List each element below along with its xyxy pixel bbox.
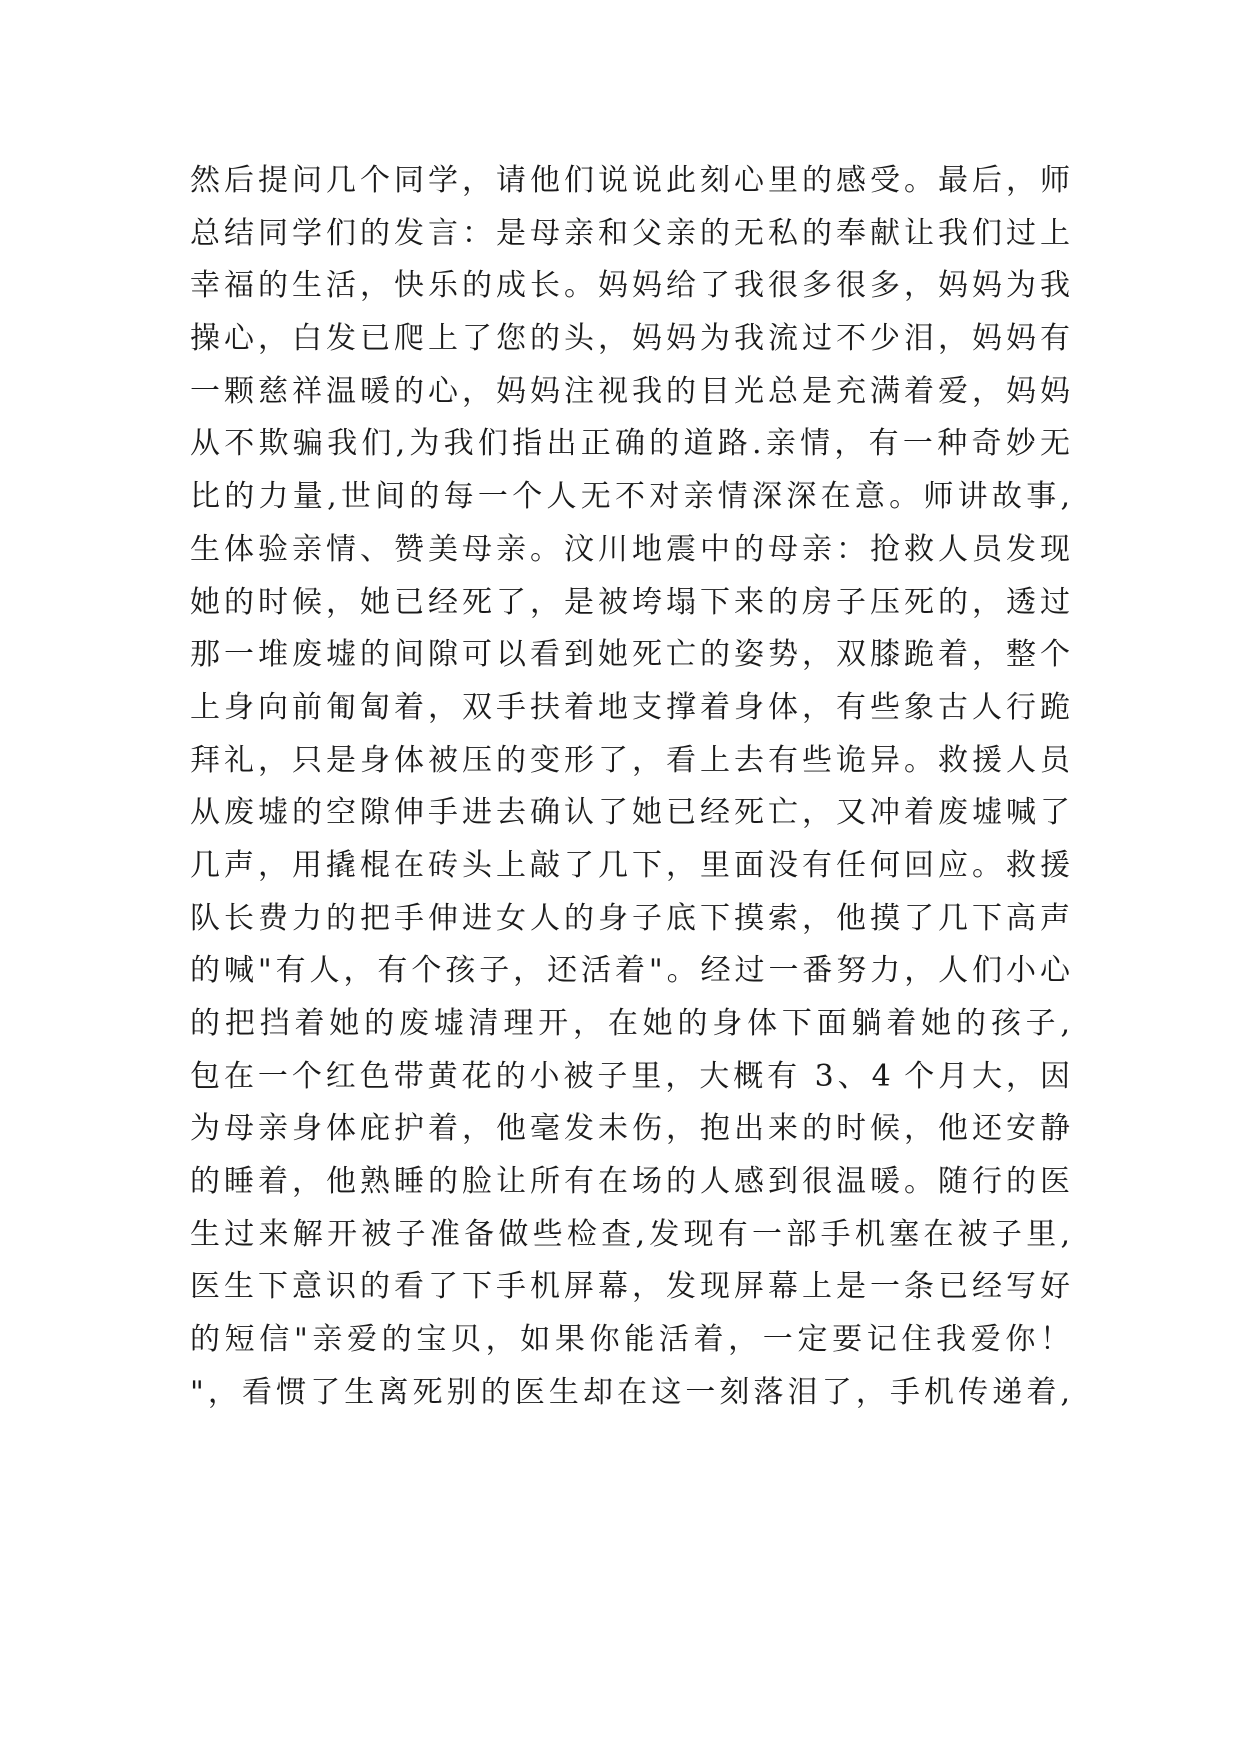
text-line: 几声，用撬棍在砖头上敲了几下，里面没有任何回应。救援	[190, 847, 1070, 883]
text-line: 一颗慈祥温暖的心，妈妈注视我的目光总是充满着爱，妈妈	[190, 373, 1070, 409]
text-line: 从不欺骗我们,为我们指出正确的道路.亲情，有一种奇妙无	[190, 426, 1070, 462]
body-text	[190, 155, 1070, 1420]
text-line: 的短信"亲爱的宝贝，如果你能活着，一定要记住我爱你！	[190, 1322, 1070, 1358]
text-line: 生体验亲情、赞美母亲。汶川地震中的母亲：抢救人员发现	[190, 531, 1070, 567]
text-line: 从废墟的空隙伸手进去确认了她已经死亡，又冲着废墟喊了	[190, 795, 1070, 831]
text-line: 的睡着，他熟睡的脸让所有在场的人感到很温暖。随行的医	[190, 1164, 1070, 1200]
text-line: 她的时候，她已经死了，是被垮塌下来的房子压死的，透过	[190, 584, 1070, 620]
text-line: "，看惯了生离死别的医生却在这一刻落泪了，手机传递着,	[190, 1374, 1070, 1410]
text-line: 医生下意识的看了下手机屏幕，发现屏幕上是一条已经写好	[190, 1269, 1070, 1305]
text-line: 生过来解开被子准备做些检查,发现有一部手机塞在被子里,	[190, 1216, 1070, 1252]
text-line: 总结同学们的发言：是母亲和父亲的无私的奉献让我们过上	[190, 215, 1070, 251]
text-line: 操心，白发已爬上了您的头，妈妈为我流过不少泪，妈妈有	[190, 321, 1070, 357]
text-line: 队长费力的把手伸进女人的身子底下摸索，他摸了几下高声	[190, 900, 1070, 936]
text-line: 上身向前匍匐着，双手扶着地支撑着身体，有些象古人行跪	[190, 689, 1070, 725]
text-line: 比的力量,世间的每一个人无不对亲情深深在意。师讲故事,	[190, 479, 1070, 515]
text-line: 拜礼，只是身体被压的变形了，看上去有些诡异。救援人员	[190, 742, 1070, 778]
text-line: 的把挡着她的废墟清理开，在她的身体下面躺着她的孩子,	[190, 1006, 1070, 1041]
text-line: 包在一个红色带黄花的小被子里，大概有 3、4 个月大，因	[190, 1058, 1070, 1094]
text-line: 那一堆废墟的间隙可以看到她死亡的姿势，双膝跪着，整个	[190, 637, 1070, 673]
text-line: 为母亲身体庇护着，他毫发未伤，抱出来的时候，他还安静	[190, 1111, 1070, 1147]
text-line: 的喊"有人，有个孩子，还活着"。经过一番努力，人们小心	[190, 953, 1070, 989]
text-line: 幸福的生活，快乐的成长。妈妈给了我很多很多，妈妈为我	[190, 268, 1070, 304]
text-line: 然后提问几个同学，请他们说说此刻心里的感受。最后，师	[190, 163, 1070, 198]
